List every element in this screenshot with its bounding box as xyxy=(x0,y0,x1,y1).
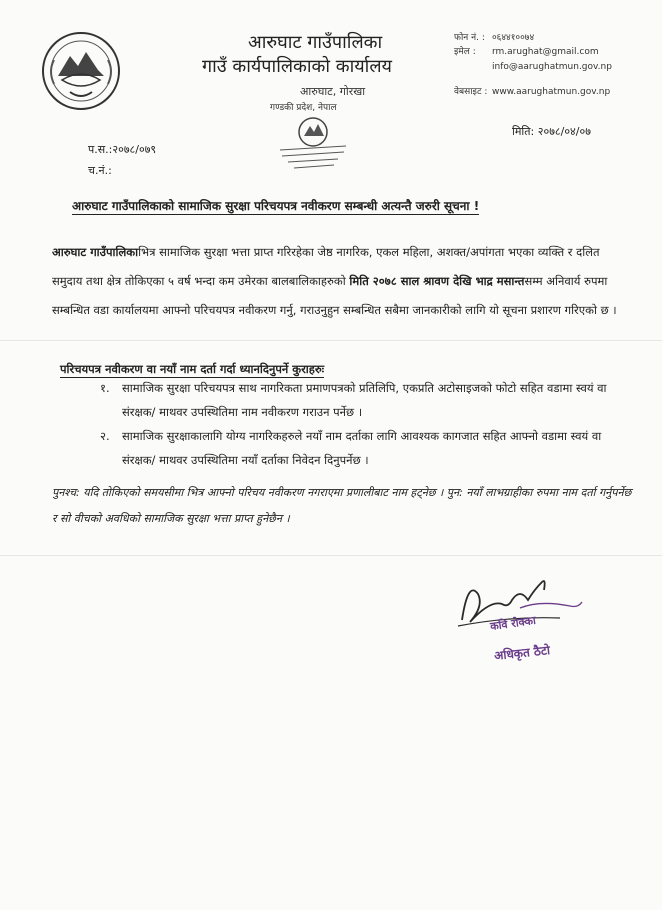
office-title: गाउँ कार्यपालिकाको कार्यालय xyxy=(202,56,392,77)
letter-date: मिति: २०७८/०४/०७ xyxy=(512,125,591,138)
contact-value: www.aarughatmun.gov.np xyxy=(492,87,611,97)
scan-line xyxy=(0,555,662,556)
list-item-text: सामाजिक सुरक्षाकालागि योग्य नागरिकहरुले नयाँ नाम दर्ताका लागि आवश्यक कागजात सहित आफ्नो वडामा स्वयं वा संरक्षक/ माथवर उपस्थितिमा नयाँ दर्ताका निवेदन दिनुपर्नेछ । xyxy=(122,429,602,467)
contact-label: फोन नं. : xyxy=(454,33,485,43)
nepal-emblem-icon xyxy=(40,30,122,112)
list-item xyxy=(100,376,630,424)
para-bold-office: आरुघाट गाउँपालिका xyxy=(52,245,139,259)
contact-phone xyxy=(454,30,534,43)
contact-value: info@aarughatmun.gov.np xyxy=(492,62,612,72)
list-item-text: सामाजिक सुरक्षा परिचयपत्र साथ नागरिकता प्रमाणपत्रको प्रतिलिपि, एकप्रति अटोसाइजको फोटो सहित वडामा स्वयं वा संरक्षक/ माथवर उपस्थितिमा नाम नवीकरण गराउन पर्नेछ । xyxy=(122,381,607,419)
notice-heading: आरुघाट गाउँपालिकाको सामाजिक सुरक्षा परिचयपत्र नवीकरण सम्बन्धी अत्यन्तै जरुरी सूचना ! xyxy=(72,199,480,213)
letter-number: प.स.:२०७८/०७९ xyxy=(88,143,157,156)
contact-value: rm.arughat@gmail.com xyxy=(492,47,599,57)
office-stamp xyxy=(258,104,368,178)
signature-image xyxy=(450,560,600,650)
contact-label: वेबसाइट : xyxy=(454,87,488,97)
contact-label: इमेल : xyxy=(454,47,476,57)
para-text-1: भित्र सामाजिक सुरक्षा भत्ता प्राप्त गरिरहेका जेष्ठ नागरिक, एकल महिला, अशक्त/अपांगता भएका व्यक्ति र दलित समुदाय तथा क्षेत्र तोकिएका ५ वर्ष भन्दा कम उमेरका बालबालिकाहरुको xyxy=(52,245,600,288)
scan-line xyxy=(0,340,662,341)
instructions-heading: परिचयपत्र नवीकरण वा नयाँ नाम दर्ता गर्दा ध्यानदिनुपर्ने कुराहरुः xyxy=(60,362,325,376)
para-text-2: सम्म अनिवार्य रुपमा सम्बन्धित वडा कार्यालयमा आफ्नो परिचयपत्र नवीकरण गर्नु, गराउनुहुन सम्बन्धित सबैमा जानकारीको लागि यो सूचना प्रशारण गरिएको छ । xyxy=(52,274,617,317)
office-name: आरुघाट गाउँपालिका xyxy=(248,32,383,53)
signatory-title: अधिकृत ठैटो xyxy=(493,643,551,663)
office-address-line1: आरुघाट, गोरखा xyxy=(300,85,366,98)
signatory-name: कवि रोक्का xyxy=(489,613,537,634)
para-bold-date: मिति २०७८ साल श्रावण देखि भाद्र मसान्त xyxy=(349,274,525,288)
notice-paragraph xyxy=(52,238,632,325)
list-item-number: २. xyxy=(100,429,110,443)
list-item xyxy=(100,424,630,472)
office-address-line2: गण्डकी प्रदेश, नेपाल xyxy=(270,103,337,113)
contact-email xyxy=(454,44,599,57)
contact-email-2 xyxy=(454,62,612,72)
dispatch-number: च.नं.: xyxy=(88,164,112,177)
contact-website xyxy=(454,84,610,97)
postscript: पुनश्च: यदि तोकिएको समयसीमा भित्र आफ्नो परिचय नवीकरण नगराएमा प्रणालीबाट नाम हट्नेछ । पुन: नयाँ लाभग्राहीका रुपमा नाम दर्ता गर्नुपर्नेछ र सो वीचको अवधिको सामाजिक सुरक्षा भत्ता प्राप्त हुनेछैन । xyxy=(52,486,632,525)
list-item-number: १. xyxy=(100,381,110,395)
contact-value: ०६४४१००७४ xyxy=(492,33,535,43)
